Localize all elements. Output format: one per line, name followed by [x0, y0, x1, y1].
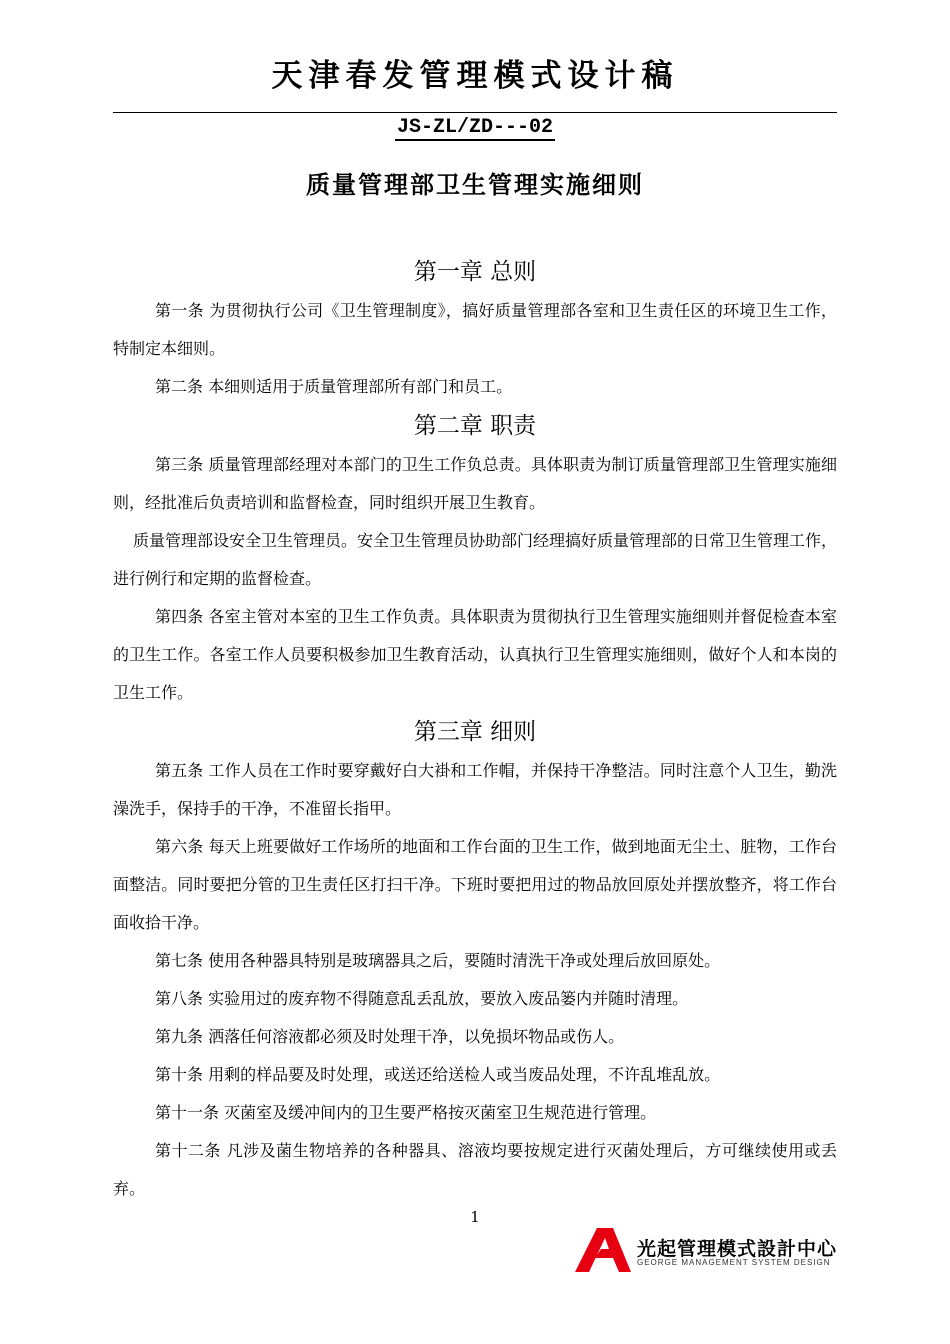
company-title: 天津春发管理模式设计稿: [271, 58, 679, 94]
article-5: 第五条 工作人员在工作时要穿戴好白大褂和工作帽，并保持干净整洁。同时注意个人卫生，勤洗澡洗手，保持手的干净，不准留长指甲。: [113, 761, 837, 818]
page-number: 1: [470, 1208, 480, 1226]
article-9: 第九条 洒落任何溶液都必须及时处理干净，以免损坏物品或伤人。: [155, 1027, 625, 1046]
article-3: 第三条 质量管理部经理对本部门的卫生工作负总责。具体职责为制订质量管理部卫生管理实施细则，经批准后负责培训和监督检查，同时组织开展卫生教育。: [113, 455, 837, 512]
footer-logo: [575, 1226, 840, 1274]
chapter-heading-2: 第二章 职责: [413, 413, 537, 439]
logo-name: 光起管理模式設計中心: [637, 1238, 838, 1260]
article-7: 第七条 使用各种器具特别是玻璃器具之后，要随时清洗干净或处理后放回原处。: [155, 951, 721, 970]
article-6: 第六条 每天上班要做好工作场所的地面和工作台面的卫生工作，做到地面无尘土、脏物，工作台面整洁。同时要把分管的卫生责任区打扫干净。下班时要把用过的物品放回原处并摆放整齐，将工作台面收拾干净。: [113, 837, 837, 932]
header-divider: [113, 112, 837, 113]
chapter-heading-3: 第三章 细则: [413, 719, 537, 745]
article-8: 第八条 实验用过的废弃物不得随意乱丢乱放，要放入废品篓内并随时清理。: [155, 989, 689, 1008]
document-title: 质量管理部卫生管理实施细则: [306, 171, 644, 199]
article-10: 第十条 用剩的样品要及时处理，或送还给送检人或当废品处理，不许乱堆乱放。: [155, 1065, 721, 1084]
article-11: 第十一条 灭菌室及缓冲间内的卫生要严格按灭菌室卫生规范进行管理。: [155, 1103, 657, 1122]
document-code-text: JS-ZL/ZD---02: [396, 116, 554, 139]
article-2: 第二条 本细则适用于质量管理部所有部门和员工。: [155, 377, 513, 396]
chapter-heading-1: 第一章 总则: [413, 259, 537, 285]
document-body: [113, 252, 837, 1208]
article-3-continued: 质量管理部设安全卫生管理员。安全卫生管理员协助部门经理搞好质量管理部的日常卫生管理工作，进行例行和定期的监督检查。: [113, 531, 838, 588]
logo-a-mark-icon: [575, 1228, 631, 1272]
document-code: [113, 116, 837, 139]
article-4: 第四条 各室主管对本室的卫生工作负责。具体职责为贯彻执行卫生管理实施细则并督促检查本室的卫生工作。各室工作人员要积极参加卫生教育活动，认真执行卫生管理实施细则，做好个人和本岗的卫生工作。: [113, 607, 837, 702]
article-12: 第十二条 凡涉及菌生物培养的各种器具、溶液均要按规定进行灭菌处理后，方可继续使用或丢弃。: [113, 1141, 837, 1198]
article-1: 第一条 为贯彻执行公司《卫生管理制度》，搞好质量管理部各室和卫生责任区的环境卫生工作，特制定本细则。: [113, 301, 837, 358]
logo-subtitle: GEORGE MANAGEMENT SYSTEM DESIGN: [637, 1258, 831, 1267]
